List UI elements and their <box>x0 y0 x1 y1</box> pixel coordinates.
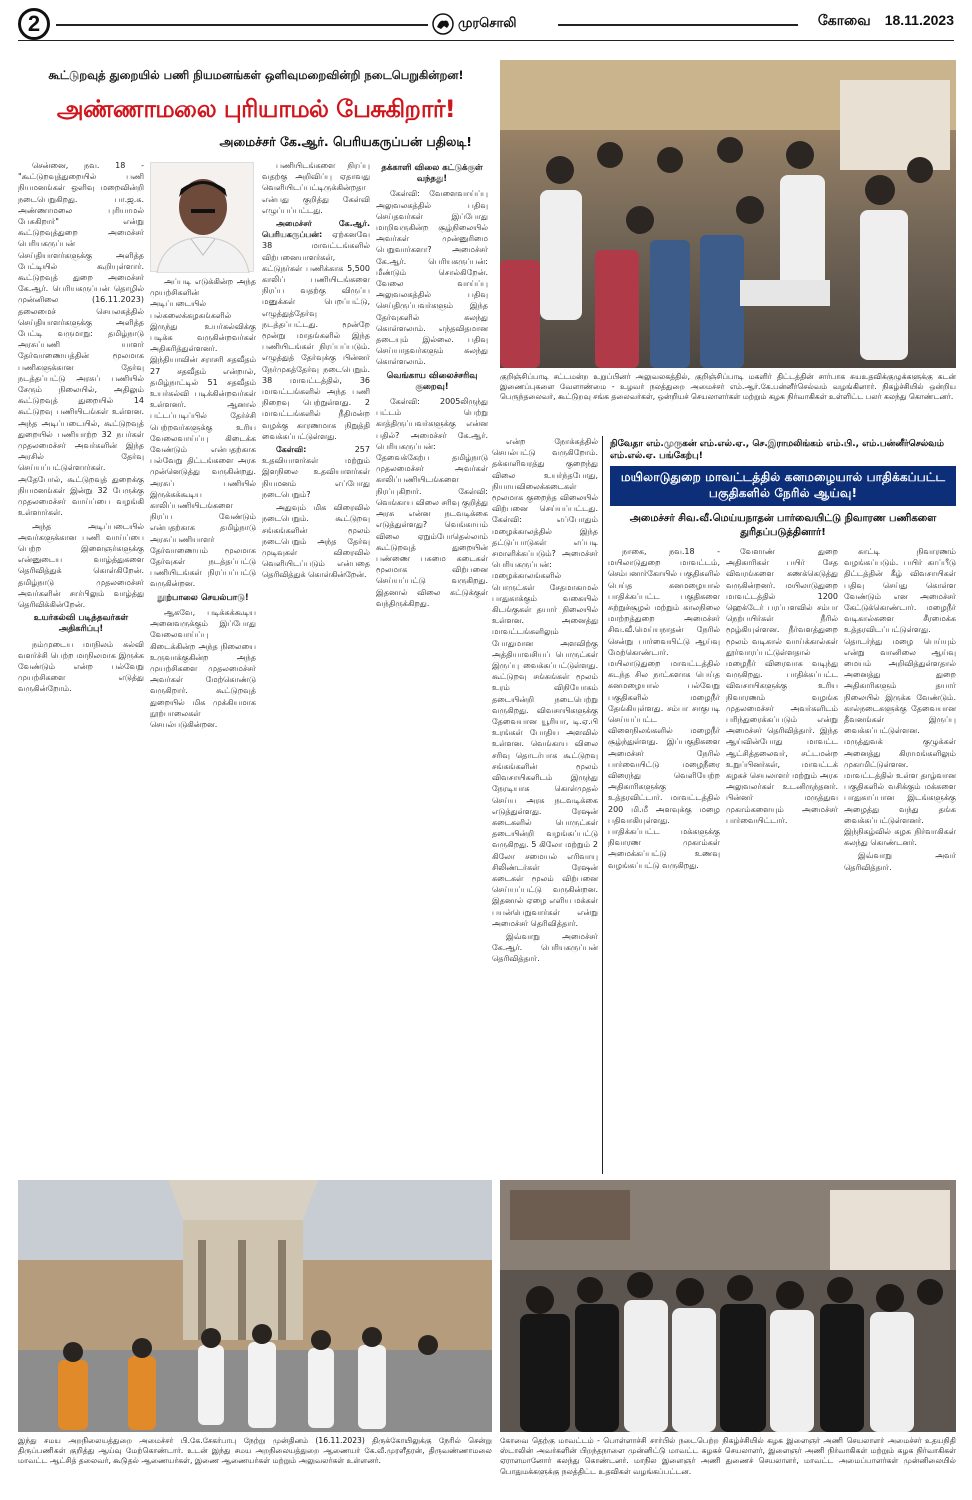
crowd-illustration <box>500 60 956 368</box>
event-crowd-photo <box>500 1180 956 1432</box>
lead-col5-end: இவ்வாறு அமைச்சர் கே.ஆர். பெரியகருப்பன் தெரிவித்தார். <box>492 931 598 964</box>
bottom-left-caption: இந்து சமய அறநிலையத்துறை அமைச்சர் பி.கே.சேகர்பாபு நேற்று முன்தினம் (16.11.2023) திருக்கோயிலுக்கு நேரில் சென்று திருப்பணிகள் குறித்து ஆய்வு மேற்கொண்டார். உடன் இந்து சமய அறநிலையத்துறை ஆணையர் கே.வீ.முரளீதரன், திருவண்ணாமலை மாவட்ட ஆட்சித் தலைவர், கூடுதல் ஆணையர்கள், இணை ஆணையர்கள் மற்றும் அலுவலர்கள் உள்ளனர். <box>18 1436 492 1466</box>
minister-portrait <box>150 162 254 272</box>
page-number: 2 <box>18 8 50 40</box>
mayiladuthurai-col3-text: காட்டி நிவாரணம் வழங்கப்படும். பயிர் காப்பீடு திட்டத்தின் கீழ் விவசாயிகள் பதிவு செய்து கொள்ள வேண்டும் என அமைச்சர் கேட்டுக்கொண்டார். மழைநீர் வடிகால்களை சீரமைக்க உத்தரவிடப்பட்டுள்ளது. தொடர்ந்து மழை பெய்யும் என்று வானிலை ஆய்வு மையம் அறிவித்துள்ளதால் அனைத்து துறை அதிகாரிகளும் தயார் நிலையில் இருக்க வேண்டும். கால்நடைகளுக்கு தேவையான தீவனங்கள் இருப்பு வைக்கப்பட்டுள்ளன. மருத்துவக் குழுக்கள் அனைத்து கிராமங்களிலும் முகாமிட்டுள்ளன. மாவட்டத்தில் உள்ள தாழ்வான பகுதிகளில் வசிக்கும் மக்களை பாதுகாப்பான இடங்களுக்கு அழைத்து வந்து தங்க வைக்கப்பட்டுள்ளனர். இந்நிகழ்வில் கழக நிர்வாகிகள் கலந்து கொண்டனர். <box>844 547 956 848</box>
lead-col4-subheading-2: வெங்காய விலைச்சரிவு குறைவு! <box>386 370 478 392</box>
temple-illustration <box>18 1180 492 1432</box>
lead-headline: அண்ணாமலை புரியாமல் பேசுகிறார்! <box>56 95 456 123</box>
mayiladuthurai-kicker: நிவேதா எம்.முருகன் எம்.எல்.ஏ., செ.இராமலிங்கம் எம்.பி., எம்.பன்னீர்செல்வம் எம்.எல்.ஏ. பங்கேற்பு! <box>610 439 945 461</box>
mayiladuthurai-column-3 <box>844 546 956 1174</box>
mayiladuthurai-subhead: அமைச்சர் சிவ.வீ.மெய்யநாதன் பார்வையிட்டு நிவாரண பணிகளை துரிதப்படுத்தினார்! <box>629 513 937 538</box>
lead-q2-label: கேள்வி: <box>276 445 307 455</box>
lead-col3c-text: 257 உதவியாளர்கள் மற்றும் இளநிலை உதவியாளர்கள் நியமனம் எப்போது நடைபெறும்? <box>262 445 370 499</box>
page-header <box>18 8 954 48</box>
masthead <box>432 10 572 38</box>
lead-column-1 <box>18 160 144 1180</box>
bottom-right-caption: கோவை தெற்கு மாவட்டம் - பொள்ளாச்சி சார்பில் நடைபெற்ற நிகழ்ச்சியில் கழக இளைஞர் அணி செயலாளர் அமைச்சர் உதயநிதி ஸ்டாலின் அவர்களின் பிறந்தநாளை முன்னிட்டு மாவட்ட கழகச் செயலாளர், இளைஞர் அணி நிர்வாகிகள் மற்றும் கழக நிர்வாகிகள் ஏராளமானோர் கலந்து கொண்டனர். மாநில இளைஞர் அணி துணைச் செயலாளர், மாவட்ட அமைப்பாளர்கள் முன்னிலையில் பொதுமக்களுக்கு நலத்திட்ட உதவிகள் வழங்கப்பட்டன. <box>500 1436 956 1476</box>
lead-subheading-1: உயர்கல்வி படித்தவர்கள் அதிகரிப்பு! <box>33 613 129 635</box>
lead-q1-label: அமைச்சர் கே.ஆர். பெரியகருப்பன்: <box>262 219 370 240</box>
header-rule-right <box>558 24 798 26</box>
temple-inspection-photo <box>18 1180 492 1432</box>
portrait-icon <box>151 163 255 273</box>
header-city: கோவை <box>817 12 871 28</box>
lead-col2b-text: ஆகவே, படிக்கக்கூடிய அனைவருக்கும் இப்போது வேலைவாய்ப்பு கிடைக்கின்ற அந்த நிலையை உருவாக்குகின்ற அந்த முயற்சிகளை முதலமைச்சர் அவர்கள் மேற்கொண்டு வருகிறார். கூட்டுறவுத் துறையில் மிக முக்கியமாக நூற்பாலைகள் செயல்படுகின்றன. <box>150 607 256 729</box>
header-date: 18.11.2023 <box>884 12 954 28</box>
header-bottom-rule <box>18 40 954 41</box>
lead-column-4 <box>376 160 488 1180</box>
inspection-photo-top <box>500 60 956 368</box>
header-dateline <box>802 12 954 36</box>
lead-col3-text: பணியிடங்களை நிரப்பு வதற்கு அறிவிப்பு ஏதாவது வெளியிடப்பட்டிருக்கின்றதா என்பது குறித்து கேள்வி எழுப்பப்பட்டது. <box>262 161 370 215</box>
mayiladuthurai-column-1 <box>608 546 720 1174</box>
lead-col1c-text: நம்முடைய மாநிலம் கல்வி வளர்ச்சி பெற்ற மாநிலமாக இருக்க வேண்டும் என்ற பல்வேறு முயற்சிகளை எடுத்து வருகின்றோம். <box>18 639 144 694</box>
lead-col2-text: அப்படி எடுக்கின்ற அந்த முயற்சிகளின் அடிப்படையில் பல்கலைக்கழகங்களில் இருந்து உயர்கல்விக்கு படிக்க வருகின்றவர்கள் அதிகரித்துள்ளனர். இந்தியாவின் சராசரி சதவீதம் 27 சதவீதம் என்றால், தமிழ்நாட்டில் 51 சதவீதம் உயர்கல்வி படிக்கின்றவர்கள் உள்ளனர். ஆனால் பட்டப்படிப்பில் தேர்ச்சி பெற்றவர்களுக்கு உரிய வேலைவாய்ப்பு கிடைக்க வேண்டும் என்பதற்காக பல்வேறு திட்டங்களை அரசு முன்னெடுத்து வருகின்றது. அரசுப் பணியில் இருக்கக்கூடிய காலிப்பணியிடங்களை நிரப்ப வேண்டும் என்பதற்காக தமிழ்நாடு அரசுப்பணியாளர் தேர்வாணையம் மூலமாக தேர்வுகள் நடத்தப்பட்டு பணியிடங்கள் நிரப்பப்பட்டு வருகின்றன. <box>150 277 256 589</box>
right-story-divider <box>602 436 603 1174</box>
lead-column-2 <box>150 276 256 1180</box>
top-right-caption: குறிஞ்சிப்பாடி சட்டமன்ற உறுப்பினர் அலுவலகத்தில், குறிஞ்சிப்பாடி மகளிர் திட்டத்தின் சார்பாக சுயஉதவிக்குழுக்களுக்கு கடன் இணைப்புகளை வேளாண்மை - உழவர் நலத்துறை அமைச்சர் எம்.ஆர்.கே.பன்னீர்செல்வம் வழங்கினார். நிகழ்ச்சியில் ஒன்றிய பெருந்தலைவர், கூட்டுறவு சங்க தலைவர்கள், ஒன்றியச் செயலாளர்கள் மற்றும் கழக நிர்வாகிகள் உள்ளிட்ட பலர் கலந்து கொண்டனர். <box>500 372 956 402</box>
mayiladuthurai-headline: மயிலாடுதுறை மாவட்டத்தில் கனமழையால் பாதிக்கப்பட்ட பகுதிகளில் நேரில் ஆய்வு! <box>610 466 956 506</box>
lead-col3d-text: அதுவும் மிக விரைவில் நடைபெறும். கூட்டுறவு சங்கங்களின் மூலம் நடைபெறும் அந்த தேர்வு முடிவுகள் விரைவில் வெளியிடப்படும் என்பதை தெரிவித்துக் கொள்கின்றேன். <box>262 503 370 580</box>
lead-subhead: அமைச்சர் கே.ஆர். பெரியகருப்பன் பதிலடி! <box>219 134 472 149</box>
lead-col3b-text: ஏற்கனவே 38 மாவட்டங்களில் விற்பனையாளர்கள், கட்டுநர்கள் பணிக்காக 5,500 காலிப் பணியிடங்களை நிரப்ப வதற்கு விருப்ப மனுக்கள் பெறப்பட்டு, எழுத்துத்தேர்வு நடத்தப்பட்டது. மூன்றே மூன்று மாதங்களில் இந்த பணியிடங்கள் நிரப்பப்படும். எழுத்துத் தேர்வுக்கு பின்னர் நேர்முகத்தேர்வு நடைபெறும். 38 மாவட்டத்தில், 36 மாவட்டங்களில் அந்த பணி நிறைவு பெற்றுள்ளது. 2 மாவட்டங்களில் நீதிமன்ற வழக்கு காரணமாக நிறுத்தி வைக்கப்பட்டுள்ளது. <box>262 230 370 441</box>
lead-col5-text: என்ற நோக்கத்தில் செயல்பட்டு வருகிறோம். தக்காளிவரத்து குறைந்து விலை உயர்ந்தபோது, நியாயவிலைக்கடைகள் மூலமாக குறைந்த விலையில் விற்பனை செய்யப்பட்டது. கேள்வி: எப்போதும் மழைக்காலத்தில் இந்த தட்டுப்பாடுகள் எப்படி சமாளிக்கப்படும்? அமைச்சர் பெரியகருப்பன்: மழைக்காலங்களில் பொருட்கள் சேதமாகாமல் பாதுகாக்கும் வகையில் கிடங்குகள் தயார் நிலையில் உள்ளன. அனைத்து மாவட்டங்களிலும் போதுமான அளவிற்கு அத்தியாவசியப் பொருட்கள் இருப்பு வைக்கப்பட்டுள்ளது. கூட்டுறவு சங்கங்கள் மூலம் உரம் விநியோகம் தடையின்றி நடைபெற்று வருகிறது. விவசாயிகளுக்கு தேவையான யூரியா, டி.ஏ.பி உரங்கள் போதிய அளவில் உள்ளன. வெங்காய விலை சரிவு தொடர்பாக கூட்டுறவு சங்கங்களின் மூலம் விவசாயிகளிடம் இருந்து நேரடியாக கொள்முதல் செய்ய அரசு நடவடிக்கை எடுத்துள்ளது. ரேஷன் கடைகளில் பொருட்கள் தடையின்றி வழங்கப்பட்டு வருகிறது. 5 கிலோ மற்றும் 2 கிலோ சமையல் எரிவாயு சிலிண்டர்கள் ரேஷன் கடைகள் மூலம் விற்பனை செய்யப்பட்டு வருகின்றன. இதனால் ஏழை எளிய மக்கள் பயன்பெறுவார்கள் என்று அமைச்சர் தெரிவித்தார். <box>492 437 598 928</box>
mayiladuthurai-col2-text: வேளாண் துறை அதிகாரிகள் பயிர் சேத விவரங்களை கணக்கெடுத்து வருகின்றனர். மயிலாடுதுறை மாவட்டத்தில் 1200 ஹெக்டேர் பரப்பளவில் சம்பா நெற்பயிர்கள் நீரில் மூழ்கியுள்ளன. நீர்வளத்துறை மூலம் வடிகால் வாய்க்கால்கள் தூர்வாரப்பட்டுள்ளதால் மழைநீர் விரைவாக வடிந்து வருகிறது. பாதிக்கப்பட்ட விவசாயிகளுக்கு உரிய நிவாரணம் வழங்க முதலமைச்சர் அவர்களிடம் பரிந்துரைக்கப்படும் என்று அமைச்சர் தெரிவித்தார். இந்த ஆய்வின்போது மாவட்ட ஆட்சித்தலைவர், சட்டமன்ற உறுப்பினர்கள், மாவட்டக் கழகச் செயலாளர் மற்றும் அரசு அலுவலர்கள் உடனிருந்தனர். பின்னர் மருத்துவ முகாம்களையும் அமைச்சர் பார்வையிட்டார். <box>726 547 838 825</box>
lead-col1b-text: அந்த அடிப்படையில் அவர்களுக்கான பணி வாய்ப்பை பெற்ற இளைஞர்களுக்கு என்னுடைய வாழ்த்துகளை தெரிவித்துக் கொள்கிறேன். தமிழ்நாடு முதலமைச்சர் அவர்களின் சார்பிலும் வாழ்த்து தெரிவிக்கின்றேன். <box>18 521 144 609</box>
lead-column-5 <box>492 436 598 1180</box>
header-rule-left <box>56 24 428 26</box>
lead-column-3 <box>262 160 370 1180</box>
lead-kicker: கூட்டுறவுத் துறையில் பணி நியமனங்கள் ஒளிவுமறைவின்றி நடைபெறுகின்றன! <box>48 68 464 82</box>
mayiladuthurai-column-2 <box>726 546 838 1174</box>
lead-subheading-2: நூற்பாலை செயல்பாடு! <box>157 592 249 603</box>
mayiladuthurai-col3-end: இவ்வாறு அவர் தெரிவித்தார். <box>844 851 956 872</box>
lead-col4-subheading-1: தக்காளி விலை கட்டுக்குள் வந்தது! <box>381 163 483 185</box>
lead-col4-text: கேள்வி: வேளைவாய்ப்பு அலுவலகத்தில் பதிவு செய்தவர்கள் இப்போது மாறிவருகின்ற சூழ்நிலையில் அவர்கள் முன்னுரிமை பெறுவார்களா? அமைச்சர் கே.ஆர். பெரியகருப்பன்: மீண்டும் சொல்கிறேன். வேலை வாய்ப்பு அலுவலகத்தில் பதிவு செய்திருப்பவர்களும் இந்த தேர்வுகளில் கலந்து கொள்ளலாம். எந்தவிதமான தடையும் இல்லை. பதிவு செய்யாதவர்களும் கலந்து கொள்ளலாம். <box>376 189 488 367</box>
event-illustration <box>500 1180 956 1432</box>
mayiladuthurai-col1-text: நாகை, நவ.18 - மயிலாடுதுறை மாவட்டம், செம்பனார்கோயில் பகுதிகளில் பெய்த கனமழையால் பாதிக்கப்பட்ட பகுதிகளை சுற்றுச்சூழல் மற்றும் காலநிலை மாற்றத்துறை அமைச்சர் சிவ.வீ.மெய்யநாதன் நேரில் சென்று பார்வையிட்டு ஆய்வு மேற்கொண்டார். மயிலாடுதுறை மாவட்டத்தில் கடந்த சில நாட்களாக பெய்த கனமழையால் பல்வேறு பகுதிகளில் மழைநீர் தேங்கியுள்ளது. சம்பா சாகுபடி செய்யப்பட்ட விளைநிலங்களில் மழைநீர் சூழ்ந்துள்ளது. இப்பகுதிகளை அமைச்சர் நேரில் பார்வையிட்டு மழைநீரை விரைந்து வெளியேற்ற அதிகாரிகளுக்கு உத்தரவிட்டார். மாவட்டத்தில் 200 மி.மீ அளவுக்கு மழை பதிவாகியுள்ளது. பாதிக்கப்பட்ட மக்களுக்கு நிவாரண முகாம்கள் அமைக்கப்பட்டு உணவு வழங்கப்பட்டு வருகிறது. <box>608 547 720 870</box>
lead-col1-text: சென்னை, நவ. 18 - "கூட்டுறவுத்துறையில் பணி நியமனங்கள் ஒளிவு மறைவின்றி நடைபெறுகிறது. பா.ஜ.க. அண்ணாமலை புரியாமல் பேசுகிறார்" என்று கூட்டுறவுத்துறை அமைச்சர் பெரியகருப்பன் செய்தியாளர்களுக்கு அளித்த பேட்டியில் கூறியுள்ளார். கூட்டுறவுத் துறை அமைச்சர் கே.ஆர். பெரியகருப்பன் தொழில் முன்னிலை (16.11.2023) தலைமைச் செயலகத்தில் செய்தியாளர்களுக்கு அளித்த பேட்டி வருமாறு: தமிழ்நாடு அரசுப்பணி யாளர் தேர்வாணையத்தின் மூலமாக பணிகளுக்கான தேர்வு நடத்தப்பட்டு அரசுப் பணியில் சேரும் நிலையில், அதிலும் கூட்டுறவுத் துறையில் 14 கூட்டுறவு பணியிடங்கள் உள்ளன. அந்த அடிப்படையில், கூட்டுறவுத் துறையில் பணியாற்ற 32 நபர்கள் முதலமைச்சர் அவர்களின் இந்த அரசில் தேர்வு செய்யப்பட்டுள்ளார்கள். அதேபோல், கூட்டுறவுத் துறைக்கு நியமனங்கள் இன்று 32 பேருக்கு முதலமைச்சர் வாய்ப்பை வழங்கி உள்ளார்கள். <box>18 161 144 518</box>
masthead-title: முரசொலி <box>458 16 517 31</box>
masthead-emblem-icon <box>432 13 454 35</box>
lead-col4b-text: கேள்வி: 2005லிருந்து பட்டம் பெற்று காத்திருப்பவர்களுக்கு என்ன பதில்? அமைச்சர் கே.ஆர். பெரியகருப்பன்: தேவைக்கேற்ப தமிழ்நாடு முதலமைச்சர் அவர்கள் காலிப்பணியிடங்களை நிரப்புகிறார். கேள்வி: வெங்காய விலை சரிவு குறித்து அரசு என்ன நடவடிக்கை எடுத்துள்ளது? வெங்காயம் விலை ஏறும்போதெல்லாம் கூட்டுறவுத் துறையின் பண்ணை பசுமை கடைகள் மூலமாக விற்பனை செய்யப்பட்டு வருகிறது. இதனால் விலை கட்டுக்குள் வந்திருக்கிறது. <box>376 397 488 608</box>
